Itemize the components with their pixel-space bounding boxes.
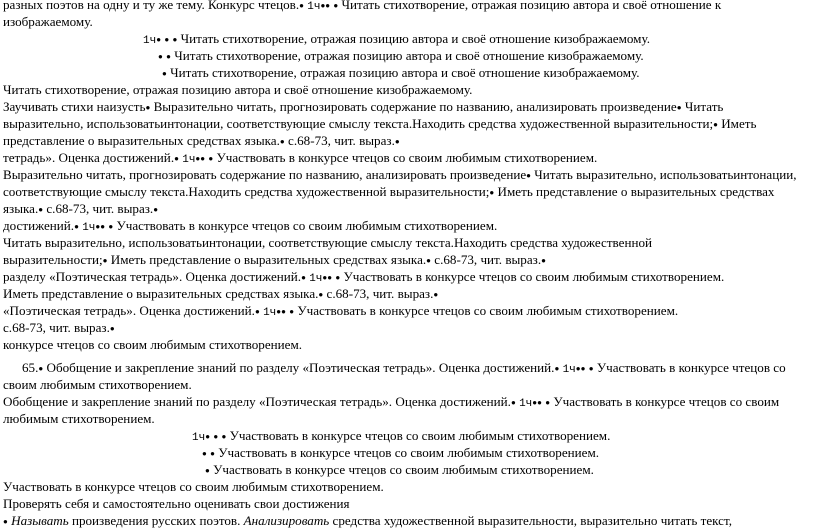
bullet-icon: ●● [322,273,333,282]
text-segment: Участвовать в конкурсе чтецов со своим любимым стихотворением. [3,479,384,494]
text-segment: Участвовать в конкурсе чтецов со [593,360,786,375]
bullet-icon: ● [205,432,211,441]
bullet-icon: ●● [95,222,106,231]
bullet-icon: ● [172,35,178,44]
bullet-icon: ● [205,466,210,475]
bullet-icon: ● [541,256,546,265]
text-segment: Выразительно читать, прогнозировать содержание по названию, анализировать произведение [150,99,677,114]
bullet-icon: ● [3,517,8,526]
text-segment: представление о выразительных средствах языка. [3,133,280,148]
hours-label: 1ч [263,307,277,319]
hours-label: 1ч [82,222,96,234]
text-segment: Участвовать в конкурсе чтецов со своим любимым стихотворением. [294,303,679,318]
text-segment: произведения русских поэтов. [68,513,244,528]
hours-label: 1ч [519,398,533,410]
text-segment: Участвовать в конкурсе чтецов со своим [550,394,780,409]
text-segment: Читать стихотворение, отражая позицию автора и своё отношение кизображаемому. [177,31,650,46]
bullet-icon: ● [299,1,304,10]
text-line [3,376,192,393]
bullet-icon: ● [109,324,115,333]
bullet-icon: ● [102,256,108,265]
bullet-icon: ● [426,256,431,265]
text-line [3,495,350,512]
bullet-icon: ● [554,364,560,373]
text-segment: Иметь [717,116,757,131]
bullet-icon: ● [489,188,495,197]
bullet-icon: ● [289,307,295,316]
text-segment: выразительности; [3,252,103,267]
hours-label: 1ч [562,364,576,376]
text-segment: Иметь представление о выразительных средствах [494,184,775,199]
text-segment: Читать выразительно, использоватьинтонации, [531,167,797,182]
text-line [3,410,155,427]
bullet-icon: ● [166,52,171,61]
bullet-icon: ● [156,35,162,44]
bullet-icon: ● [38,364,44,373]
text-segment: тетрадь». Оценка достижений. [3,150,175,165]
text-segment: Проверять себя и самостоятельно оценивать свои достижения [3,496,350,511]
text-segment: разделу «Поэтическая тетрадь». Оценка достижений. [3,269,302,284]
text-segment: Участвовать в конкурсе чтецов со своим любимым стихотворением. [213,150,598,165]
text-segment: Участвовать в конкурсе чтецов со своим любимым стихотворением. [226,428,611,443]
bullet-icon: ●● [532,398,542,407]
bullet-icon: ● [545,398,551,407]
text-segment: с.68-73, чит. выраз. [284,133,395,148]
bullet-icon: ● [162,69,167,78]
bullet-icon: ● [164,35,170,44]
bullet-icon: ●● [575,364,586,373]
text-segment: Заучивать стихи наизусть [3,99,146,114]
hours-label: 1ч [182,154,196,166]
text-segment: своим любимым стихотворением. [3,377,192,392]
bullet-icon: ● [208,154,214,163]
text-segment: Иметь представление о выразительных средствах языка. [107,252,427,267]
text-segment: Читать стихотворение, отражая позицию автора и своё отношение к [338,0,722,12]
bullet-icon: ● [213,432,219,441]
bullet-icon: ● [279,137,285,146]
bullet-icon: ● [526,171,531,180]
text-segment: с.68-73, чит. выраз. [3,320,110,335]
bullet-icon: ● [145,103,151,112]
text-segment: языка. [3,201,39,216]
bullet-icon: ●● [195,154,206,163]
text-line [3,13,93,30]
text-segment: достижений. [3,218,75,233]
text-segment: Читать [681,99,724,114]
text-segment: средства художественной выразительности, выразительно читать текст, [329,513,732,528]
bullet-icon: ● [433,290,439,299]
text-segment: любимым стихотворением. [3,411,155,426]
bullet-icon: ● [74,222,79,231]
bullet-icon: ● [174,154,179,163]
text-segment: Участвовать в конкурсе чтецов со своим любимым стихотворением. [214,445,600,460]
text-segment: с.68-73, чит. выраз. [431,252,542,267]
bullet-icon: ● [202,449,207,458]
bullet-icon: ● [38,205,44,214]
bullet-icon: ● [588,364,594,373]
bullet-icon: ● [153,205,159,214]
text-segment: изображаемому. [3,14,93,29]
bullet-icon: ● [713,120,718,129]
bullet-icon: ● [333,1,339,10]
text-segment: «Поэтическая тетрадь». Оценка достижений. [3,303,255,318]
hours-label: 1ч [192,432,206,444]
bullet-icon: ●● [320,1,331,10]
text-segment: с.68-73, чит. выраз. [43,201,154,216]
text-segment: Иметь представление о выразительных средствах языка. [3,286,319,301]
emphasis-text: Анализировать [243,513,330,528]
bullet-icon: ● [254,307,260,316]
text-segment: выразительно, использоватьинтонации, соответствующие смыслу текста.Находить средства художественной выразительности; [3,116,714,131]
text-segment: 65. [22,360,39,375]
text-segment: Читать стихотворение, отражая позицию автора и своё отношение кизображаемому. [170,48,644,63]
text-segment: с.68-73, чит. выраз. [323,286,434,301]
text-segment: Читать стихотворение, отражая позицию автора и своё отношение кизображаемому. [166,65,640,80]
text-segment: Участвовать в конкурсе чтецов со своим любимым стихотворением. [113,218,498,233]
bullet-icon: ● [394,137,400,146]
text-segment: конкурсе чтецов со своим любимым стихотворением. [3,337,303,352]
text-segment: Читать стихотворение, отражая позицию автора и своё отношение кизображаемому. [3,82,473,97]
text-segment: Читать выразительно, использоватьинтонации, соответствующие смыслу текста.Находить средства художественной [3,235,653,250]
text-line [3,81,472,98]
text-line [3,234,652,251]
bullet-icon: ● [210,449,215,458]
bullet-icon: ●● [276,307,286,316]
bullet-icon: ● [510,398,516,407]
text-segment: Участвовать в конкурсе чтецов со своим любимым стихотворением. [209,462,594,477]
bullet-icon: ● [335,273,341,282]
bullet-icon: ● [676,103,682,112]
text-segment: соответствующие смыслу текста.Находить средства художественной выразительности; [3,184,490,199]
hours-label: 1ч [143,35,157,47]
text-line [3,478,384,495]
hours-label: 1ч [309,273,323,285]
bullet-icon: ● [108,222,114,231]
text-segment: Обобщение и закрепление знаний по разделу «Поэтическая тетрадь». Оценка достижений. [43,360,555,375]
emphasis-text: Называть [11,513,69,528]
bullet-icon: ● [158,52,163,61]
bullet-icon: ● [318,290,324,299]
text-line [3,0,721,16]
text-line [3,336,302,353]
text-segment: разных поэтов на одну и ту же тему. Конкурс чтецов. [3,0,300,12]
text-segment: Выразительно читать, прогнозировать содержание по названию, анализировать произведение [3,167,527,182]
text-segment: Участвовать в конкурсе чтецов со своим любимым стихотворением. [340,269,725,284]
text-segment: Обобщение и закрепление знаний по разделу «Поэтическая тетрадь». Оценка достижений. [3,394,511,409]
hours-label: 1ч [307,1,321,13]
bullet-icon: ● [221,432,227,441]
bullet-icon: ● [301,273,306,282]
